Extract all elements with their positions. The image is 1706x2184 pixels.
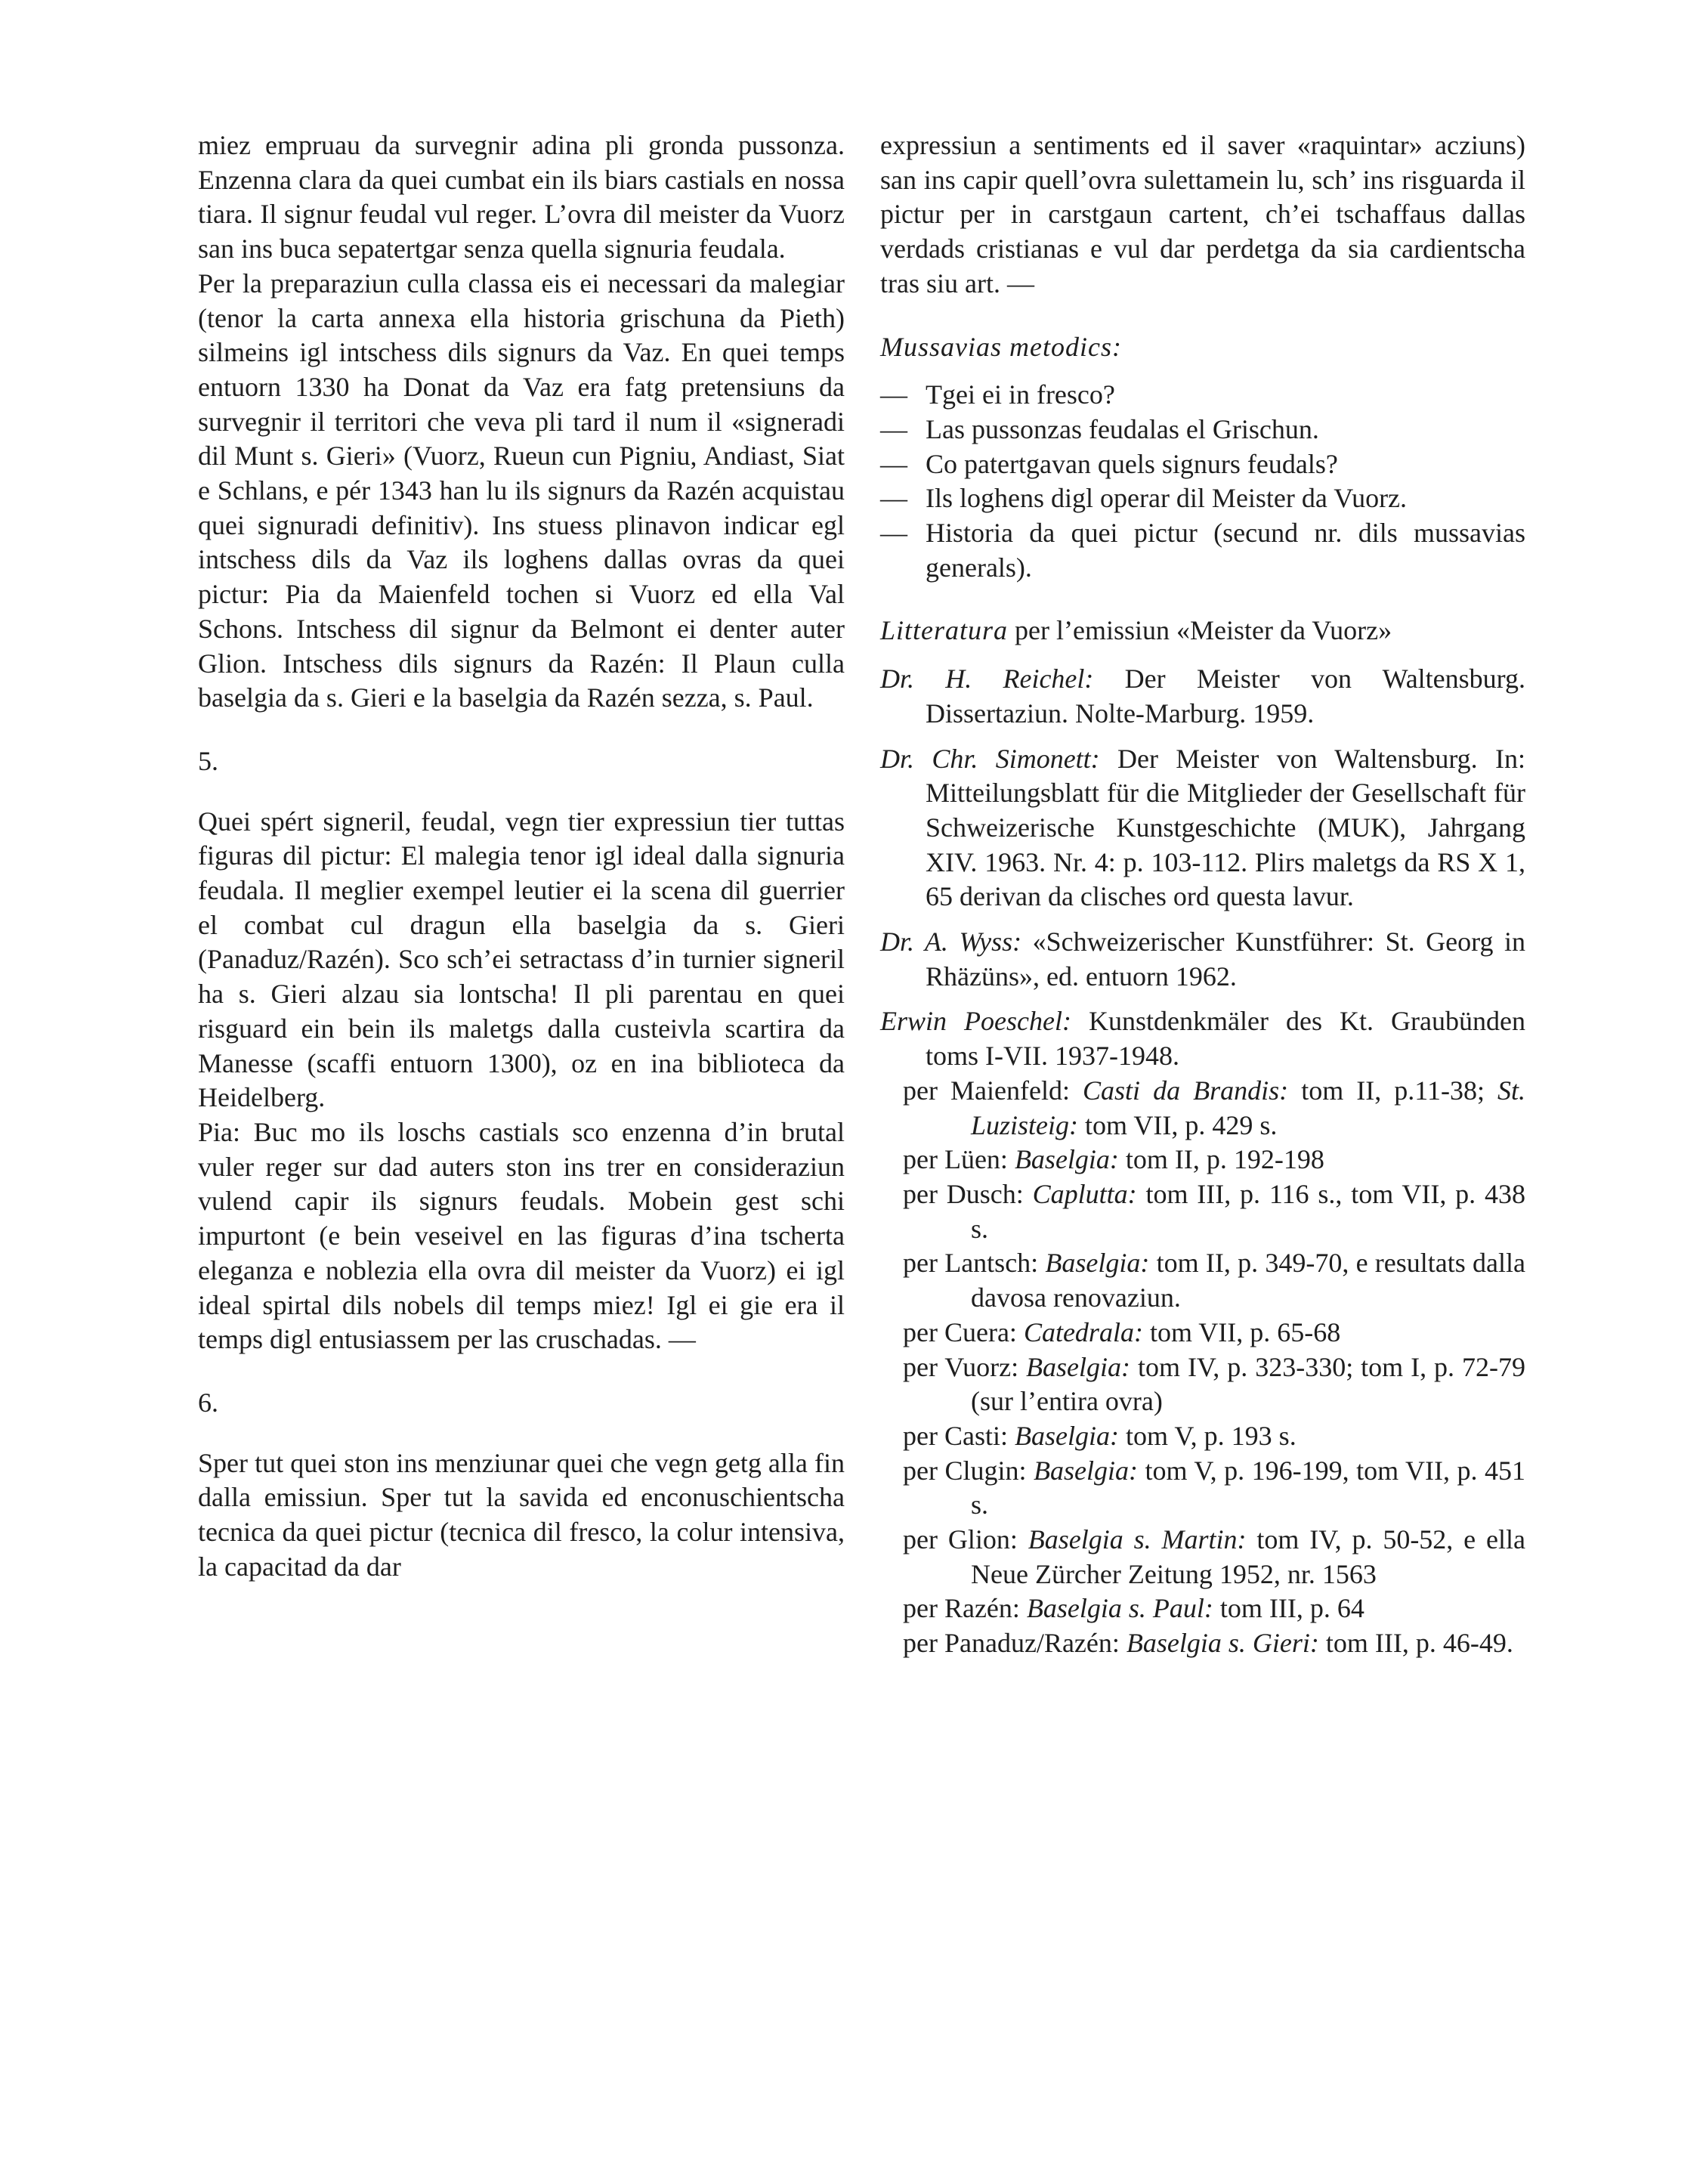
- list-item: — Co patertgavan quels signurs feudals?: [880, 447, 1525, 482]
- left-column: [198, 128, 845, 1584]
- subentry: per Dusch: Caplutta: tom III, p. 116 s., tom VII, p. 438 s.: [903, 1178, 1525, 1244]
- dash-mark: —: [880, 518, 907, 549]
- paragraph: Per la preparaziun culla classa eis ei necessari da malegiar (tenor la carta annexa ella historia grischuna da Pieth) silmeins igl intschess dils signurs da Vaz. En quei temps entuorn 1330 ha Donat da Vaz era fatg pretensiuns da survegnir il territori che veva pli tard il num il «signeradi dil Munt s. Gieri» (Vuorz, Rueun cun Pigniu, Andiast, Siat e Schlans, e pér 1343 han lu ils signurs da Razén acquistau quei signuradi definitiv). Ins stuess plinavon indicar egl intschess dils da Vaz ils loghens dallas ovras da quei pictur: Pia da Maienfeld tochen si Vuorz ed ella Val Schons. Intschess dil signur da Belmont ei denter auter Glion. Intschess dils signurs da Razén: Il Plaun culla baselgia da s. Gieri e la baselgia da Razén sezza, s. Paul.: [198, 268, 845, 713]
- subentry: per Maienfeld: Casti da Brandis: tom II, p.11-38; St. Luzisteig: tom VII, p. 429 s.: [903, 1075, 1526, 1140]
- list-item: — Ils loghens digl operar dil Meister da Vuorz.: [880, 481, 1525, 516]
- subentry: per Lüen: Baselgia: tom II, p. 192-198: [903, 1144, 1324, 1175]
- reference-entry: Dr. H. Reichel: Der Meister von Waltensburg. Dissertaziun. Nolte-Marburg. 1959.: [880, 664, 1526, 729]
- dash-mark: —: [880, 448, 907, 479]
- subentry: per Casti: Baselgia: tom V, p. 193 s.: [903, 1420, 1296, 1451]
- reference-author: Dr. A. Wyss:: [880, 926, 1022, 957]
- section-number: 6.: [198, 1387, 218, 1418]
- reference-entry: Erwin Poeschel: Kunstdenkmäler des Kt. Graubünden toms I-VII. 1937-1948.: [880, 1006, 1525, 1072]
- reference-author: Dr. H. Reichel:: [880, 664, 1094, 694]
- methodics-heading: Mussavias metodics:: [880, 331, 1122, 362]
- list-item: — Historia da quei pictur (secund nr. dils mussavias generals).: [880, 518, 1525, 583]
- methodics-list: [880, 378, 1525, 585]
- paragraph: Quei spért signeril, feudal, vegn tier expressiun tier tuttas figuras dil pictur: El malegia tenor igl ideal dalla signuria feudala. Il meglier exempel leutier ei la scena dil guerrier el combat cul dragun ella baselgia da s. Gieri (Panaduz/Razén). Sco sch’ei setractass d’in turnier signeril ha s. Gieri alzau sia lontscha! Il pli parentau en quei risguard ein bein ils maletgs dalla custeivla scartira da Manesse (scaffi entuorn 1300), oz en ina biblioteca da Heidelberg.: [198, 806, 845, 1113]
- literature-heading: Litteratura per l’emissiun «Meister da Vuorz»: [880, 615, 1392, 646]
- subentry: per Lantsch: Baselgia: tom II, p. 349-70, e resultats dalla davosa renovaziun.: [903, 1248, 1525, 1313]
- reference-entry: Dr. Chr. Simonett: Der Meister von Waltensburg. In: Mitteilungsblatt für die Mitglieder der Gesellschaft für Schweizerische Kunstgeschichte (MUK), Jahrgang XIV. 1963. Nr. 4: p. 103-112. Plirs maletgs da RS X 1, 65 derivan da clisches ord questa lavur.: [880, 743, 1525, 912]
- subentry: per Glion: Baselgia s. Martin: tom IV, p. 50-52, e ella Neue Zürcher Zeitung 1952, nr. 1563: [903, 1524, 1525, 1589]
- subentry: per Panaduz/Razén: Baselgia s. Gieri: tom III, p. 46-49.: [903, 1628, 1513, 1659]
- subentry: per Clugin: Baselgia: tom V, p. 196-199, tom VII, p. 451 s.: [903, 1455, 1525, 1520]
- dash-mark: —: [880, 379, 907, 410]
- subentry: per Cuera: Catedrala: tom VII, p. 65-68: [903, 1316, 1341, 1347]
- subentry: per Vuorz: Baselgia: tom IV, p. 323-330; tom I, p. 72-79 (sur l’entira ovra): [903, 1351, 1526, 1417]
- reference-author: Dr. Chr. Simonett:: [880, 743, 1100, 774]
- poeschel-subentries: [880, 1074, 1525, 1661]
- subentry: per Razén: Baselgia s. Paul: tom III, p. 64: [903, 1593, 1364, 1624]
- paragraph: Pia: Buc mo ils loschs castials sco enzenna d’in brutal vuler reger sur dad auters ston ins trer en consideraziun vulend capir ils signurs feudals. Mobein gest schi impurtont (e bein veseivel en las figuras d’ina tscherta eleganza e noblezia ella ovra dil meister da Vuorz) ei igl ideal spirtal dils nobels dil temps miez! Igl ei gie era il temps digl entusiassem per las cruschadas. —: [198, 1116, 845, 1355]
- list-item: — Las pussonzas feudalas el Grischun.: [880, 413, 1525, 447]
- paragraph: miez empruau da survegnir adina pli gronda pussonza. Enzenna clara da quei cumbat ein ils biars castials en nossa tiara. Il signur feudal vul reger. L’ovra dil meister da Vuorz san ins buca sepatertgar senza quella signuria feudala.: [198, 130, 845, 264]
- reference-entry: Dr. A. Wyss: «Schweizerischer Kunstführer: St. Georg in Rhäzüns», ed. entuorn 1962.: [880, 926, 1525, 991]
- dash-mark: —: [880, 483, 907, 514]
- section-number: 5.: [198, 745, 218, 776]
- reference-author: Erwin Poeschel:: [880, 1006, 1071, 1037]
- paragraph: expressiun a sentiments ed il saver «raquintar» acziuns) san ins capir quell’ovra sulettamein lu, sch’ ins risguarda il pictur per in carstgaun cartent, ch’ei tschaffaus dallas verdads cristianas e vul dar perdetga da sia cardientscha tras siu art. —: [880, 130, 1525, 299]
- right-column: [880, 128, 1525, 1661]
- dash-mark: —: [880, 413, 907, 444]
- list-item: — Tgei ei in fresco?: [880, 378, 1525, 413]
- paragraph: Sper tut quei ston ins menziunar quei che vegn getg alla fin dalla emissiun. Sper tut la savida ed enconuschientscha tecnica da quei pictur (tecnica dil fresco, la colur intensiva, la capacitad da dar: [198, 1447, 845, 1582]
